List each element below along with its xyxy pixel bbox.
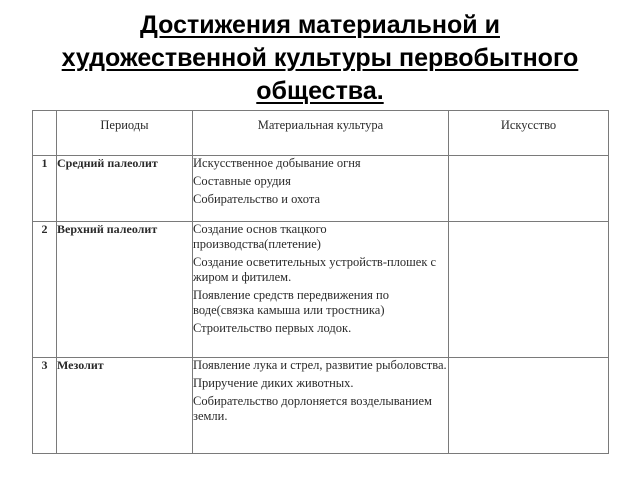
material-item: Собирательство дорлоняется возделыванием земли.: [193, 394, 432, 423]
title-line-2: художественной культуры первобытного: [61, 44, 579, 72]
header-material: Материальная культура: [193, 111, 449, 156]
period-cell: Средний палеолит: [57, 156, 193, 222]
material-cell: [193, 156, 449, 222]
art-cell: [449, 222, 609, 358]
row-number: 3: [33, 358, 57, 454]
material-item: Строительство первых лодок.: [193, 321, 352, 335]
material-item: Появление лука и стрел, развитие рыболовства.: [193, 358, 447, 372]
culture-table: [32, 110, 609, 454]
material-cell: [193, 222, 449, 358]
period-cell: Мезолит: [57, 358, 193, 454]
title-line-3: общества.: [256, 77, 384, 105]
page-title: [20, 9, 620, 108]
material-cell: [193, 358, 449, 454]
material-item: Создание осветительных устройств-плошек с жиром и фитилем.: [193, 255, 437, 284]
table-header-row: [33, 111, 609, 156]
material-item: Искусственное добывание огня: [193, 156, 361, 170]
art-cell: [449, 156, 609, 222]
header-art: Искусство: [449, 111, 609, 156]
material-item: Приручение диких животных.: [193, 376, 354, 390]
table-row: [33, 358, 609, 454]
row-number: 2: [33, 222, 57, 358]
title-line-1: Достижения материальной и: [140, 11, 500, 39]
material-item: Появление средств передвижения по воде(связка камыша или тростника): [193, 288, 389, 317]
header-period: Периоды: [57, 111, 193, 156]
material-item: Составные орудия: [193, 174, 291, 188]
row-number: 1: [33, 156, 57, 222]
table-row: [33, 222, 609, 358]
material-item: Собирательство и охота: [193, 192, 321, 206]
art-cell: [449, 358, 609, 454]
material-item: Создание основ ткацкого производства(плетение): [193, 222, 327, 251]
period-cell: Верхний палеолит: [57, 222, 193, 358]
header-num: [33, 111, 57, 156]
table-row: [33, 156, 609, 222]
